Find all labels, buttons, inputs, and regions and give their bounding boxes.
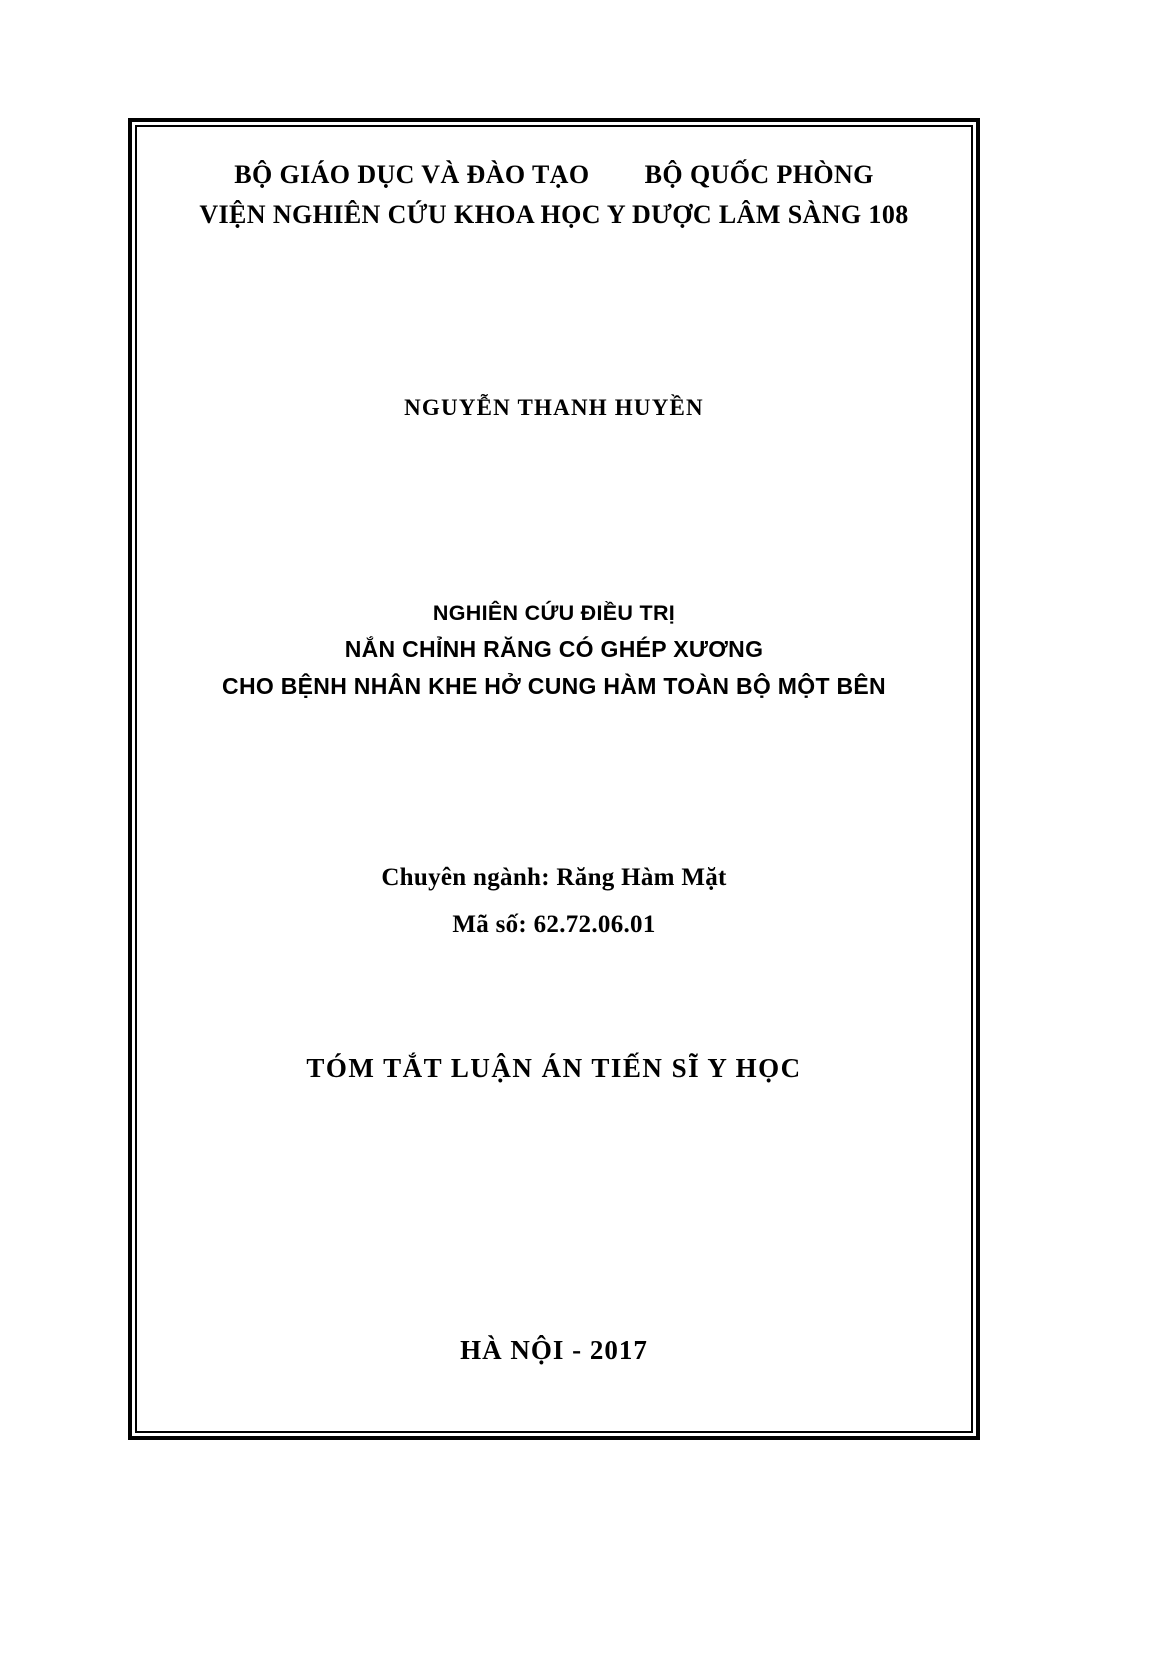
title-page-content [150,140,958,1418]
specialization-field: Chuyên ngành: Răng Hàm Mặt [381,864,727,892]
specialization-block [150,855,958,948]
thesis-title-line-1: NGHIÊN CỨU ĐIỀU TRỊ [432,601,676,625]
thesis-title-line-2: NẮN CHỈNH RĂNG CÓ GHÉP XƯƠNG [344,635,764,662]
institute-heading: VIỆN NGHIÊN CỨU KHOA HỌC Y DƯỢC LÂM SÀNG 108 [199,200,909,229]
thesis-title-line-3: CHO BỆNH NHÂN KHE HỞ CUNG HÀM TOÀN BỘ MỘT BÊN [222,673,886,700]
specialization-code: Mã số: 62.72.06.01 [452,910,656,938]
document-type: TÓM TẮT LUẬN ÁN TIẾN SĨ Y HỌC [306,1052,802,1083]
thesis-title [150,596,958,705]
author-name: NGUYỄN THANH HUYỀN [404,395,704,420]
place-and-year: HÀ NỘI - 2017 [460,1335,648,1365]
ministries-heading: BỘ GIÁO DỤC VÀ ĐÀO TẠO BỘ QUỐC PHÒNG [234,160,874,189]
